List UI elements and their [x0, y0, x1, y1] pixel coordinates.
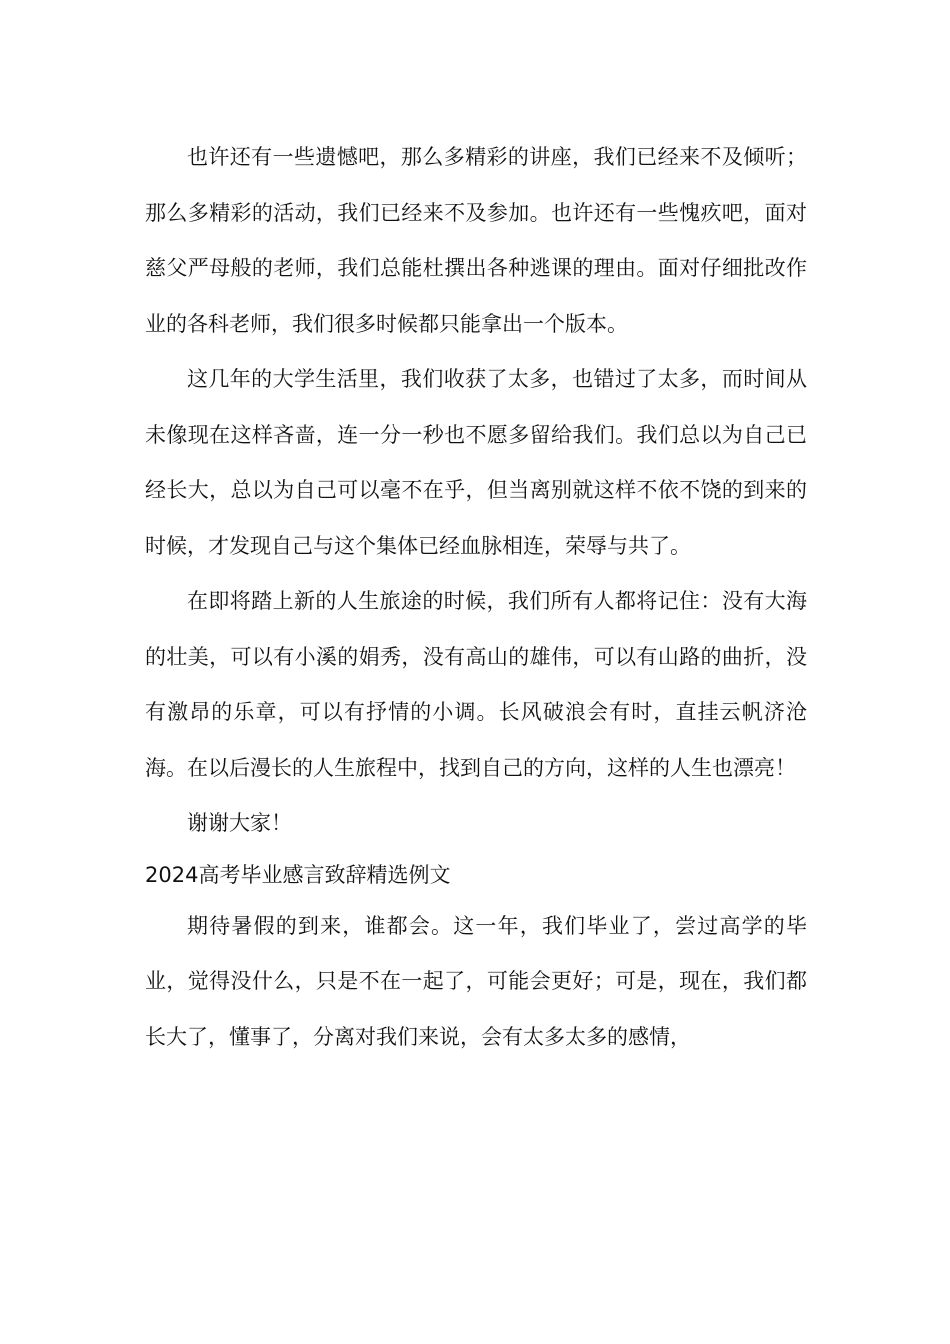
paragraph-summer-vacation: 期待暑假的到来，谁都会。这一年，我们毕业了，尝过高学的毕业，觉得没什么，只是不在一起了，可能会更好；可是，现在，我们都长大了，懂事了，分离对我们来说，会有太多太多的感情， — [145, 913, 807, 1049]
document-body — [145, 130, 807, 1065]
closing-thanks: 谢谢大家！ — [187, 811, 292, 835]
paragraph-regrets: 也许还有一些遗憾吧，那么多精彩的讲座，我们已经来不及倾听；那么多精彩的活动，我们已经来不及参加。也许还有一些愧疚吧，面对慈父严母般的老师，我们总能杜撰出各种逃课的理由。面对仔细批改作业的各科老师，我们很多时候都只能拿出一个版本。 — [145, 145, 807, 336]
paragraph-college-life: 这几年的大学生活里，我们收获了太多，也错过了太多，而时间从未像现在这样吝啬，连一分一秒也不愿多留给我们。我们总以为自己已经长大，总以为自己可以毫不在乎，但当离别就这样不依不饶的到来的时候，才发现自己与这个集体已经血脉相连，荣辱与共了。 — [145, 367, 807, 558]
section-title: 2024高考毕业感言致辞精选例文 — [145, 862, 451, 887]
paragraph-new-journey: 在即将踏上新的人生旅途的时候，我们所有人都将记住：没有大海的壮美，可以有小溪的娟秀，没有高山的雄伟，可以有山路的曲折，没有激昂的乐章，可以有抒情的小调。长风破浪会有时，直挂云帆济沧海。在以后漫长的人生旅程中，找到自己的方向，这样的人生也漂亮！ — [145, 589, 807, 780]
